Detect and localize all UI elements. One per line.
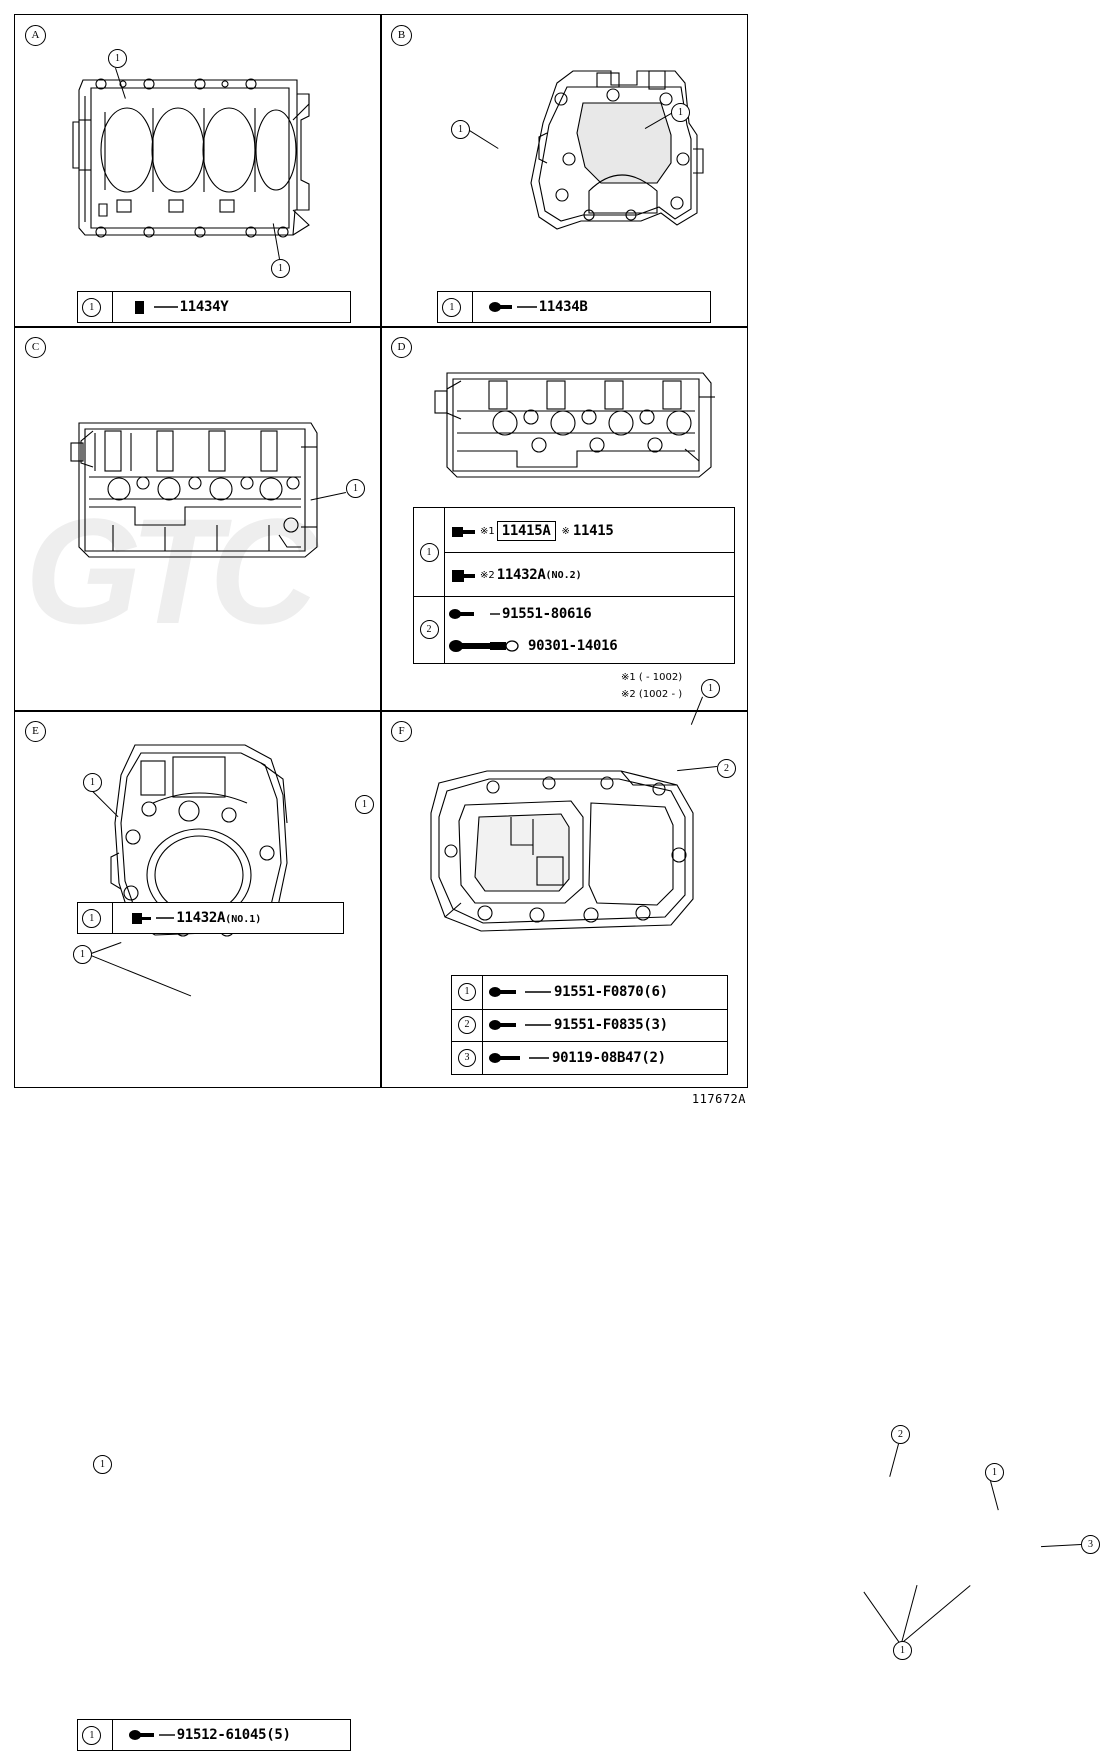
panel-b-callout-1: 1: [451, 120, 470, 139]
panel-d-badge: D: [391, 337, 412, 358]
bolt-icon: [448, 605, 486, 623]
panel-d-legend: [413, 507, 735, 664]
legend-number-cell: 3: [452, 1042, 482, 1074]
panel-d: [381, 327, 747, 774]
panel-c-legend: [77, 902, 344, 934]
stud-bolt-icon: [448, 635, 526, 657]
bolt-icon: [488, 299, 514, 315]
panel-e-badge: E: [25, 721, 46, 742]
panel-e-legend: [77, 1719, 351, 1751]
panel-f-leader-3: [1041, 1544, 1081, 1547]
panel-a-drawing: [65, 60, 325, 260]
legend-part-number: 91551-F0870(6): [554, 984, 668, 1000]
legend-number: 1: [438, 298, 466, 317]
panel-c-callout-1: 1: [355, 795, 374, 814]
panel-f-legend: [451, 975, 728, 1075]
panel-a-callout-1: 1: [108, 49, 127, 68]
panel-a-callout-2: 1: [271, 259, 290, 278]
bolt-icon: [488, 1017, 520, 1033]
legend-part-suffix: (NO.1): [225, 914, 262, 925]
bolt-icon: [488, 984, 520, 1000]
panel-b-callout-2: 1: [671, 103, 690, 122]
legend-part-number: 90119-08B47(2): [552, 1050, 666, 1066]
watermark: GTC: [25, 487, 306, 655]
panel-a-legend: [77, 291, 351, 323]
panel-f-callout-2: 2: [891, 1425, 910, 1444]
legend-number: 1: [78, 1726, 106, 1745]
legend-number-cell: 2: [414, 596, 444, 663]
panel-b-badge: B: [391, 25, 412, 46]
panel-b-drawing: [461, 63, 711, 253]
sensor-icon: [129, 910, 153, 926]
panel-d-footnote-2: ※2 (1002 - ): [621, 689, 683, 700]
panel-c: [15, 327, 380, 926]
legend-part-number: 11434Y: [179, 299, 229, 315]
legend-mark: ※2: [480, 569, 495, 581]
legend-number-cell: 1: [414, 508, 444, 596]
panel-f-leader-2: [889, 1444, 899, 1477]
panel-b: [381, 15, 747, 326]
panel-c-drawing: [65, 407, 335, 582]
panel-d-callout-1: 1: [701, 679, 720, 698]
legend-part-number: 11432A: [496, 567, 546, 583]
legend-mark-2: ※: [561, 525, 570, 537]
legend-part-number: 11434B: [538, 299, 588, 315]
legend-part-number: 91551-F0835(3): [554, 1017, 668, 1033]
bolt-icon: [488, 1050, 524, 1066]
panel-a-badge: A: [25, 25, 46, 46]
bolt-icon: [128, 1727, 156, 1743]
panel-e: [15, 711, 380, 1743]
panel-d-callout-2: 2: [717, 759, 736, 778]
panel-d-drawing: [427, 357, 727, 497]
panel-a: [15, 15, 380, 326]
panel-e-callout-bottom: 1: [73, 945, 92, 964]
legend-part-number: 91512-61045(5): [176, 1727, 291, 1743]
legend-number-cell: 2: [452, 1009, 482, 1041]
sensor-icon: [448, 565, 478, 585]
legend-part-number: 91551-80616: [502, 606, 592, 622]
dowel-icon: [130, 298, 150, 316]
legend-part-number: 90301-14016: [528, 638, 618, 654]
figure-code: 117672A: [691, 1092, 746, 1106]
panel-b-legend: [437, 291, 711, 323]
panel-f-drawing: [421, 759, 706, 954]
panel-f-leader-1: [990, 1481, 999, 1510]
panel-e-callout-top: 1: [83, 773, 102, 792]
legend-part-number: 11432A: [176, 910, 226, 926]
panel-c-callout-lead: 1: [346, 479, 365, 498]
panel-f-leader-4a: [901, 1585, 971, 1644]
legend-number-cell: 1: [452, 976, 482, 1008]
panel-f-callout-4: 1: [893, 1641, 912, 1660]
legend-part-suffix: (NO.2): [545, 569, 582, 581]
legend-number: 1: [78, 298, 106, 317]
legend-mark: ※1: [480, 525, 495, 537]
panel-f-callout-3: 3: [1081, 1535, 1100, 1554]
legend-part-number-alt: 11415: [572, 523, 614, 539]
sensor-icon: [448, 521, 478, 541]
panel-e-callout-1: 1: [93, 1455, 112, 1474]
panel-f-leader-4c: [863, 1592, 899, 1643]
panel-f-callout-1: 1: [985, 1463, 1004, 1482]
legend-part-number: 11415A: [497, 521, 556, 541]
legend-number: 1: [78, 909, 105, 928]
panel-f-badge: F: [391, 721, 412, 742]
panel-d-footnote-1: ※1 ( - 1002): [621, 672, 683, 683]
panel-c-badge: C: [25, 337, 46, 358]
